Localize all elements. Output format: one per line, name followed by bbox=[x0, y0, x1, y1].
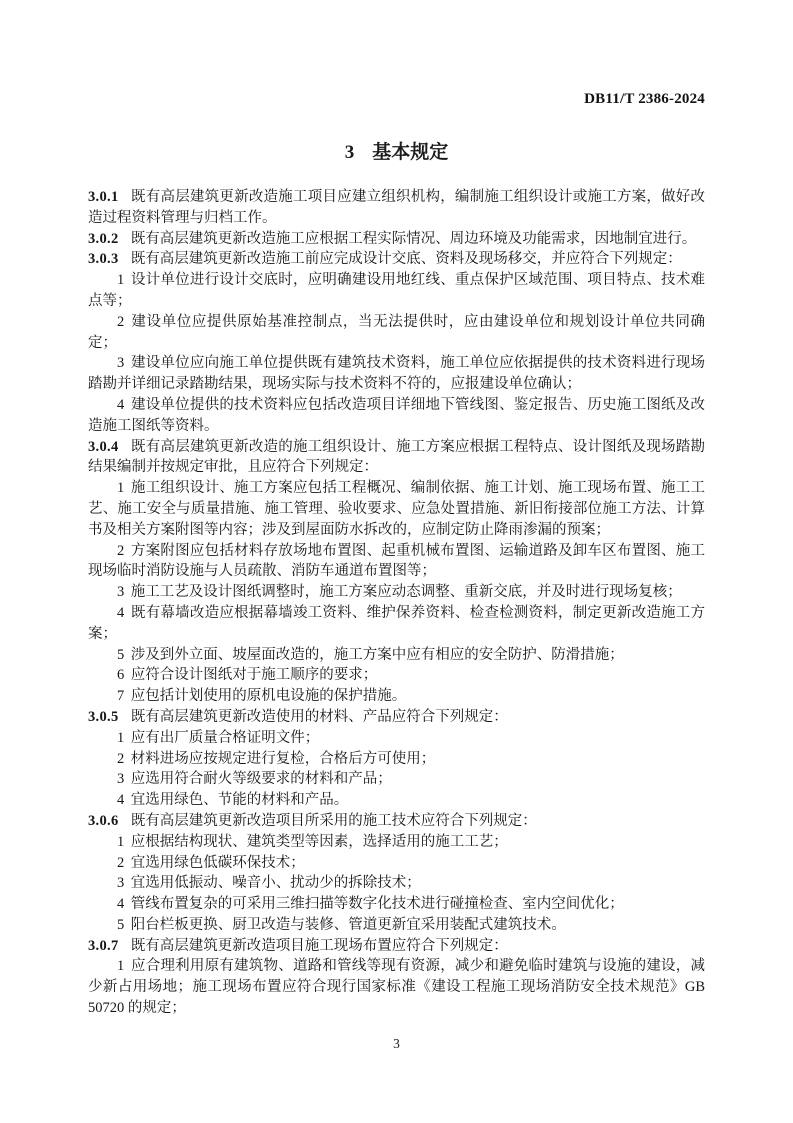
section-paragraph: 3.0.2 既有高层建筑更新改造施工应根据工程实际情况、周边环境及功能需求，因地制宜进行。 bbox=[88, 230, 697, 247]
section-number: 3.0.5 bbox=[88, 708, 119, 725]
item-number: 3 bbox=[117, 355, 125, 372]
item-number: 5 bbox=[117, 646, 125, 663]
section-paragraph: 3.0.1 既有高层建筑更新改造施工项目应建立组织机构，编制施工组织设计或施工方案，做好改造过程资料管理与归档工作。 bbox=[88, 189, 705, 226]
item-number: 1 bbox=[117, 272, 125, 289]
section-number: 3.0.7 bbox=[88, 937, 119, 954]
item-number: 2 bbox=[117, 542, 125, 559]
section-paragraph: 3.0.4 既有高层建筑更新改造的施工组织设计、施工方案应根据工程特点、设计图纸及现场踏勘结果编制并按规定审批，且应符合下列规定： bbox=[88, 438, 705, 476]
item-paragraph: 1 应根据结构现状、建筑类型等因素，选择适用的施工工艺； bbox=[117, 833, 508, 850]
item-number: 2 bbox=[117, 854, 125, 871]
item-number: 2 bbox=[117, 750, 125, 767]
section-paragraph: 3.0.7 既有高层建筑更新改造项目施工现场布置应符合下列规定： bbox=[88, 937, 508, 954]
item-paragraph: 6 应符合设计图纸对于施工顺序的要求； bbox=[117, 667, 378, 684]
item-number: 4 bbox=[117, 396, 125, 413]
chapter-title bbox=[88, 137, 705, 164]
page-footer bbox=[0, 1036, 793, 1052]
item-paragraph: 2 材料进场应按规定进行复检，合格后方可使用； bbox=[117, 750, 436, 767]
item-number: 4 bbox=[117, 792, 125, 809]
item-number: 2 bbox=[117, 313, 125, 330]
item-paragraph: 1 应有出厂质量合格证明文件； bbox=[117, 729, 320, 746]
item-paragraph: 3 应选用符合耐火等级要求的材料和产品； bbox=[117, 771, 392, 788]
item-paragraph: 3 施工工艺及设计图纸调整时，施工方案应动态调整、重新交底，并及时进行现场复核； bbox=[117, 584, 682, 601]
section-paragraph: 3.0.3 既有高层建筑更新改造施工前应完成设计交底、资料及现场移交，并应符合下列规定： bbox=[88, 251, 682, 268]
item-paragraph: 5 阳台栏板更换、厨卫改造与装修、管道更新宜采用装配式建筑技术。 bbox=[117, 916, 566, 933]
section-number: 3.0.6 bbox=[88, 812, 119, 829]
item-paragraph: 1 应合理利用原有建筑物、道路和管线等现有资源，减少和避免临时建筑与设施的建设，减少新占用场地；施工现场布置应符合现行国家标准《建设工程施工现场消防安全技术规范》GB 50720 的规定； bbox=[88, 958, 705, 1017]
item-number: 3 bbox=[117, 771, 125, 788]
item-paragraph: 4 建设单位提供的技术资料应包括改造项目详细地下管线图、鉴定报告、历史施工图纸及改造施工图纸等资料。 bbox=[88, 396, 705, 434]
item-paragraph: 7 应包括计划使用的原机电设施的保护措施。 bbox=[117, 688, 407, 705]
item-number: 7 bbox=[117, 688, 125, 705]
item-paragraph: 4 管线布置复杂的可采用三维扫描等数字化技术进行碰撞检查、室内空间优化； bbox=[117, 896, 624, 913]
item-number: 1 bbox=[117, 833, 125, 850]
document-body bbox=[88, 187, 705, 1019]
item-paragraph: 4 宜选用绿色、节能的材料和产品。 bbox=[117, 792, 349, 809]
item-number: 1 bbox=[117, 480, 125, 497]
item-number: 6 bbox=[117, 667, 125, 684]
item-number: 3 bbox=[117, 584, 125, 601]
page-number: 3 bbox=[393, 1036, 400, 1051]
section-paragraph: 3.0.6 既有高层建筑更新改造项目所采用的施工技术应符合下列规定： bbox=[88, 812, 537, 829]
item-number: 4 bbox=[117, 896, 125, 913]
section-paragraph: 3.0.5 既有高层建筑更新改造使用的材料、产品应符合下列规定： bbox=[88, 708, 508, 725]
item-paragraph: 3 宜选用低振动、噪音小、扰动少的拆除技术； bbox=[117, 875, 421, 892]
item-paragraph: 2 方案附图应包括材料存放场地布置图、起重机械布置图、运输道路及卸车区布置图、施工现场临时消防设施与人员疏散、消防车通道布置图等； bbox=[88, 542, 705, 580]
item-paragraph: 1 设计单位进行设计交底时，应明确建设用地红线、重点保护区域范围、项目特点、技术难点等； bbox=[88, 272, 705, 309]
item-paragraph: 2 建设单位应提供原始基准控制点，当无法提供时，应由建设单位和规划设计单位共同确定； bbox=[88, 313, 705, 351]
item-number: 1 bbox=[117, 958, 125, 975]
page-header bbox=[88, 90, 705, 108]
item-number: 3 bbox=[117, 875, 125, 892]
item-paragraph: 2 宜选用绿色低碳环保技术； bbox=[117, 854, 305, 871]
item-paragraph: 1 施工组织设计、施工方案应包括工程概况、编制依据、施工计划、施工现场布置、施工工艺、施工安全与质量措施、施工管理、验收要求、应急处置措施、新旧衔接部位施工方法、计算书及相关方案附图等内容；涉及到屋面防水拆改的，应制定防止降雨渗漏的预案； bbox=[88, 480, 705, 538]
chapter-title-text: 基本规定 bbox=[372, 141, 449, 163]
section-number: 3.0.4 bbox=[88, 438, 119, 455]
item-paragraph: 3 建设单位应向施工单位提供既有建筑技术资料，施工单位应依据提供的技术资料进行现场踏勘并详细记录踏勘结果，现场实际与技术资料不符的，应报建设单位确认； bbox=[88, 355, 705, 393]
item-paragraph: 4 既有幕墙改造应根据幕墙竣工资料、维护保养资料、检查检测资料，制定更新改造施工方案； bbox=[88, 604, 705, 642]
item-number: 4 bbox=[117, 604, 125, 621]
chapter-number: 3 bbox=[344, 142, 355, 163]
item-number: 5 bbox=[117, 916, 125, 933]
item-number: 1 bbox=[117, 729, 125, 746]
section-number: 3.0.1 bbox=[88, 189, 119, 205]
section-number: 3.0.3 bbox=[88, 251, 119, 268]
doc-code: DB11/T 2386-2024 bbox=[584, 91, 705, 107]
section-number: 3.0.2 bbox=[88, 230, 119, 247]
item-paragraph: 5 涉及到外立面、坡屋面改造的，施工方案中应有相应的安全防护、防滑措施； bbox=[117, 646, 624, 663]
